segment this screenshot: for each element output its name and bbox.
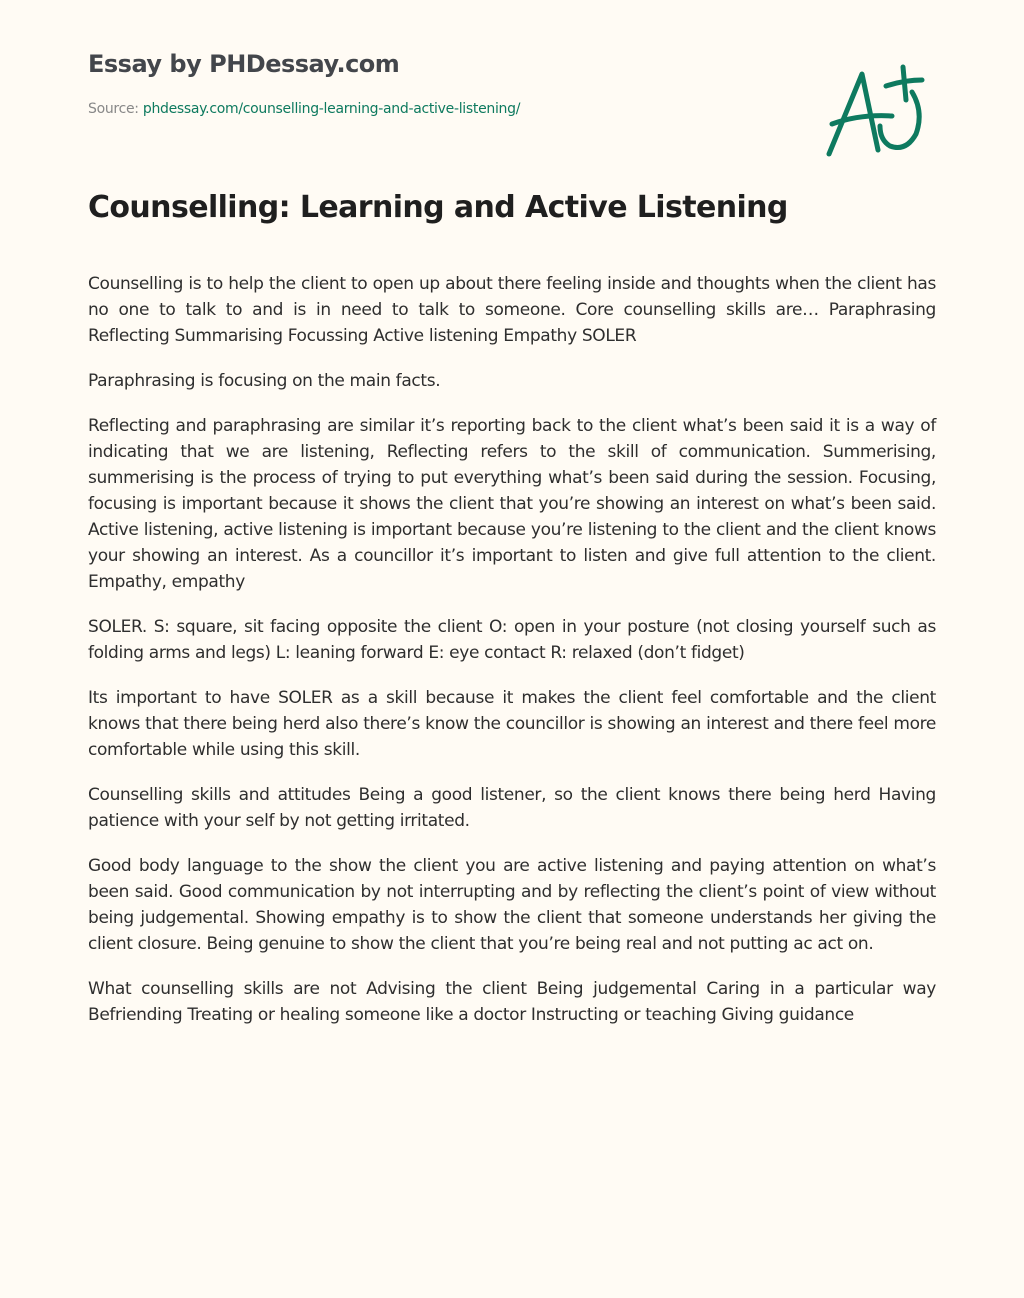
paragraph: Its important to have SOLER as a skill because it makes the client feel comfortable and the client knows that there being herd also there’s know the councillor is showing an interest and there feel more comfortable while using this skill. (88, 688, 936, 760)
paragraph: Reflecting and paraphrasing are similar it’s reporting back to the client what’s been said it is a way of indicating that we are listening, Reflecting refers to the skill of communication. Summerising, summerising is the process of trying to put everything what’s been said during the session. Focusing, focusing is important because it shows the client that you’re showing an interest on what’s been said. Active listening, active listening is important because you’re listening to the client and the client knows your showing an interest. As a councillor it’s important to listen and give full attention to the client. Empathy, empathy (88, 416, 936, 592)
essay-body (88, 271, 936, 1047)
a-plus-logo-icon (820, 62, 930, 162)
source-label: Source: (88, 101, 139, 117)
paragraph: What counselling skills are not Advising the client Being judgemental Caring in a particular way Befriending Treating or healing someone like a doctor Instructing or teaching Giving guidance (88, 979, 936, 1025)
source-link[interactable]: phdessay.com/counselling-learning-and-active-listening/ (142, 101, 521, 117)
paragraph: Good body language to the show the client you are active listening and paying attention on what’s been said. Good communication by not interrupting and by reflecting the client’s point of view without being judgemental. Showing empathy is to show the client that someone understands her giving the client closure. Being genuine to show the client that you’re being real and not putting ac act on. (88, 856, 936, 954)
paragraph: Counselling skills and attitudes Being a good listener, so the client knows there being herd Having patience with your self by not getting irritated. (88, 785, 936, 831)
site-brand: Essay by PHDessay.com (88, 50, 400, 78)
source-line (88, 101, 520, 117)
paragraph: Paraphrasing is focusing on the main facts. (88, 371, 441, 391)
paragraph: Counselling is to help the client to open up about there feeling inside and thoughts when the client has no one to talk to and is in need to talk to someone. Core counselling skills are… Paraphrasing Reflecting Summarising Focussing Active listening Empathy SOLER (88, 274, 936, 346)
paragraph: SOLER. S: square, sit facing opposite the client O: open in your posture (not closing yourself such as folding arms and legs) L: leaning forward E: eye contact R: relaxed (don’t fidget) (88, 617, 936, 663)
page-title: Counselling: Learning and Active Listening (88, 190, 788, 225)
